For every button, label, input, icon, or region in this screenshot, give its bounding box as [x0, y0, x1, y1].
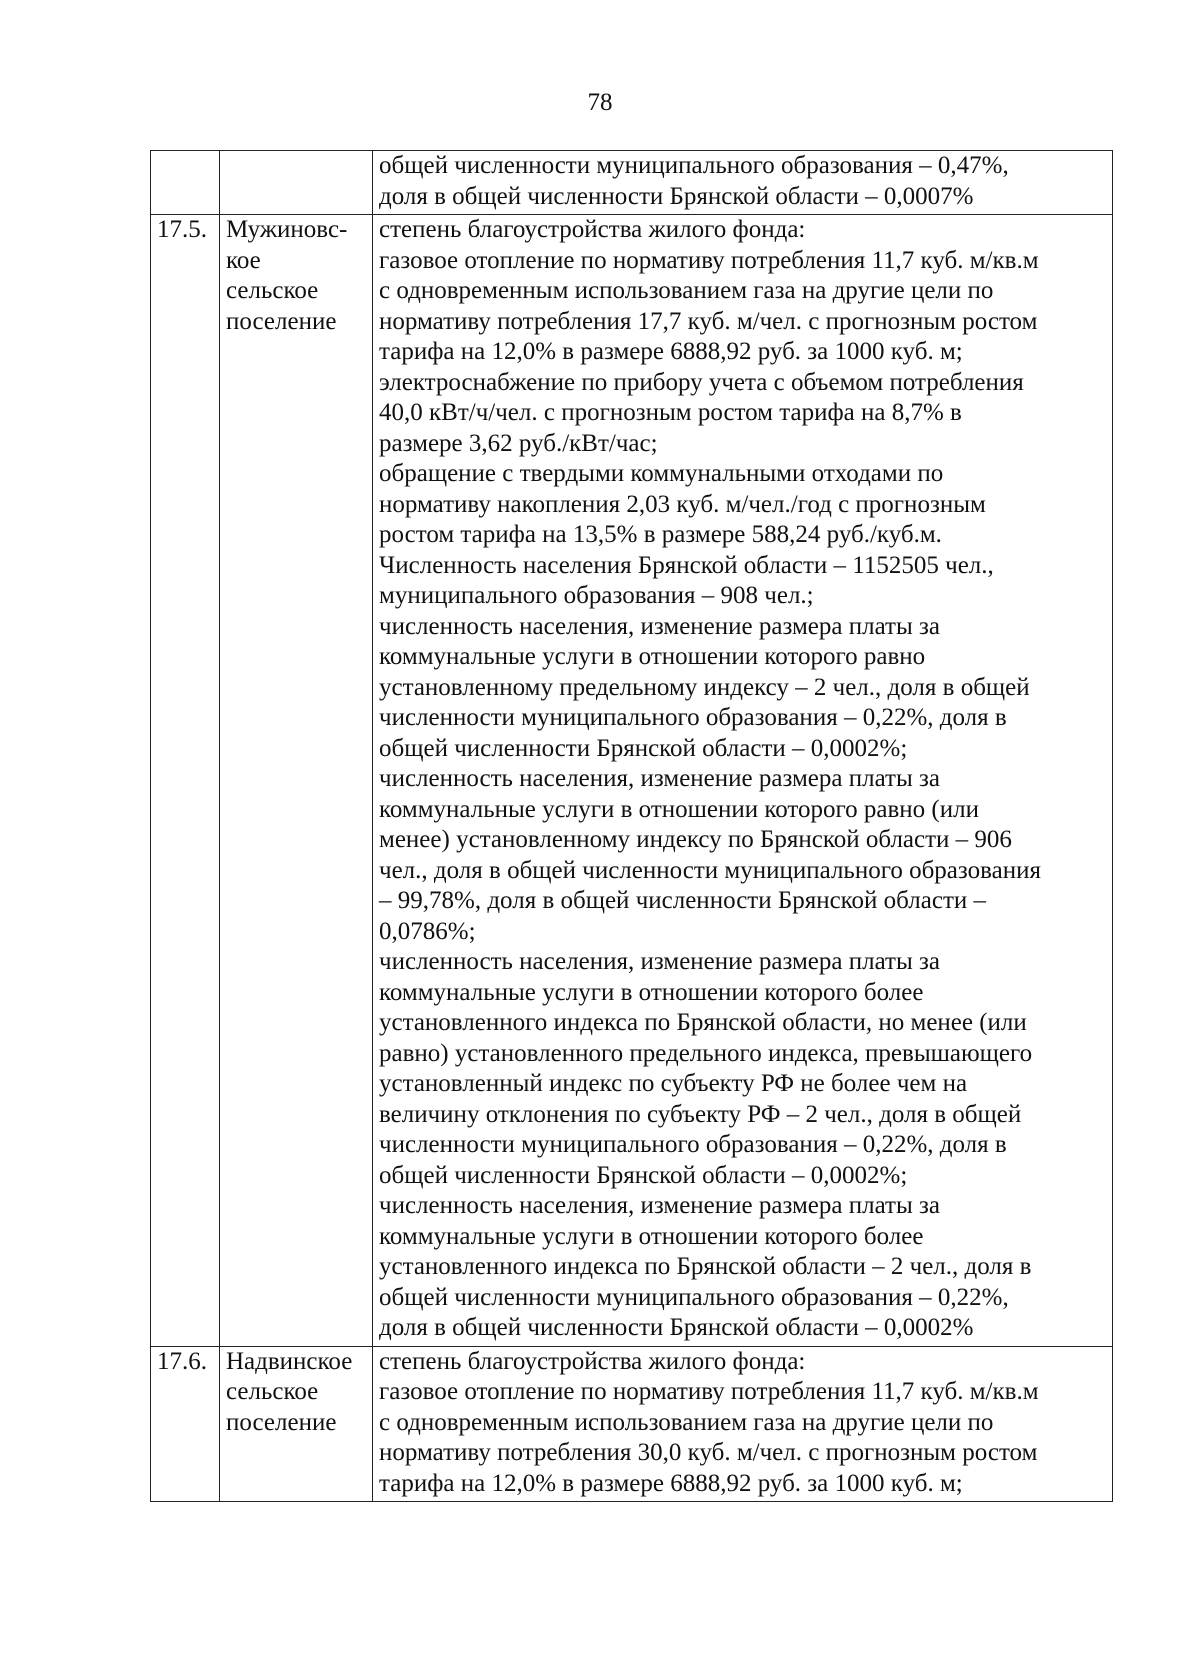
description-line: менее) установленному индексу по Брянской области – 906: [379, 826, 1012, 853]
settlement-name-cell: [220, 1346, 373, 1502]
description-line: газовое отопление по нормативу потребления 11,7 куб. м/кв.м: [379, 246, 1039, 274]
description-line: коммунальные услуги в отношении которого равно (или: [379, 795, 979, 823]
description-line: Численность населения Брянской области – 1152505 чел.,: [379, 551, 994, 579]
description-line: нормативу накопления 2,03 куб. м/чел./год с прогнозным: [379, 490, 986, 518]
description-line: степень благоустройства жилого фонда:: [379, 216, 806, 243]
description-line: общей численности муниципального образования – 0,47%,: [379, 152, 1009, 179]
table-row: [151, 151, 1113, 215]
description-line: доля в общей численности Брянской области – 0,0002%: [379, 1314, 974, 1341]
description-line: установленный индекс по субъекту РФ не более чем на: [379, 1070, 968, 1097]
description-line: размере 3,62 руб./кВт/час;: [379, 429, 658, 457]
settlement-name-cell: [220, 215, 373, 1347]
description-line: 40,0 кВт/ч/чел. с прогнозным ростом тарифа на 8,7% в: [379, 399, 962, 426]
description-line: доля в общей численности Брянской области – 0,0007%: [379, 182, 974, 210]
description-line: обращение с твердыми коммунальными отходами по: [379, 460, 944, 487]
row-number-cell: [151, 151, 220, 215]
page-number: 78: [587, 89, 613, 116]
description-line: с одновременным использованием газа на другие цели по: [379, 277, 994, 304]
table-row: [151, 215, 1113, 1347]
description-line: численность населения, изменение размера платы за: [379, 765, 940, 792]
description-line: численности муниципального образования – 0,22%, доля в: [379, 1131, 1007, 1158]
description-line: величину отклонения по субъекту РФ – 2 чел., доля в общей: [379, 1100, 1022, 1128]
tariff-table: [150, 150, 1113, 1502]
description-line: газовое отопление по нормативу потребления 11,7 куб. м/кв.м: [379, 1378, 1039, 1405]
row-number-cell: [151, 215, 220, 1347]
settlement-name-line: кое: [226, 246, 261, 274]
description-cell: [373, 215, 1113, 1347]
description-line: ростом тарифа на 13,5% в размере 588,24 руб./куб.м.: [379, 521, 942, 548]
settlement-name-line: сельское: [226, 1378, 319, 1405]
table-row: [151, 1346, 1113, 1502]
description-line: степень благоустройства жилого фонда:: [379, 1347, 806, 1375]
settlement-name-cell: [220, 151, 373, 215]
settlement-name-line: Надвинское: [226, 1347, 353, 1375]
description-cell: [373, 151, 1113, 215]
description-line: коммунальные услуги в отношении которого более: [379, 978, 924, 1006]
settlement-name-line: поселение: [226, 307, 337, 335]
description-line: установленного индекса по Брянской области – 2 чел., доля в: [379, 1253, 1032, 1280]
description-line: – 99,78%, доля в общей численности Брянской области –: [379, 887, 986, 914]
description-line: чел., доля в общей численности муниципального образования: [379, 856, 1041, 884]
description-line: нормативу потребления 17,7 куб. м/чел. с прогнозным ростом: [379, 307, 1038, 335]
description-line: установленного индекса по Брянской области, но менее (или: [379, 1009, 1027, 1036]
row-number: 17.6.: [157, 1347, 207, 1375]
description-line: 0,0786%;: [379, 917, 476, 945]
description-line: установленному предельному индексу – 2 чел., доля в общей: [379, 673, 1030, 701]
description-line: муниципального образования – 908 чел.;: [379, 582, 814, 609]
settlement-name-line: поселение: [226, 1408, 337, 1436]
description-cell: [373, 1346, 1113, 1502]
description-line: общей численности Брянской области – 0,0002%;: [379, 1161, 908, 1189]
description-line: с одновременным использованием газа на другие цели по: [379, 1408, 994, 1436]
description-line: нормативу потребления 30,0 куб. м/чел. с прогнозным ростом: [379, 1439, 1038, 1466]
description-line: коммунальные услуги в отношении которого более: [379, 1222, 924, 1250]
description-line: численность населения, изменение размера платы за: [379, 612, 940, 640]
description-line: коммунальные услуги в отношении которого равно: [379, 643, 926, 670]
description-line: равно) установленного предельного индекса, превышающего: [379, 1039, 1033, 1067]
settlement-name-line: Мужиновс-: [226, 216, 348, 243]
description-line: общей численности Брянской области – 0,0002%;: [379, 734, 908, 762]
description-line: численности муниципального образования – 0,22%, доля в: [379, 704, 1007, 731]
description-line: численность населения, изменение размера платы за: [379, 948, 940, 975]
description-line: численность населения, изменение размера платы за: [379, 1192, 940, 1219]
description-line: тарифа на 12,0% в размере 6888,92 руб. за 1000 куб. м;: [379, 338, 963, 365]
settlement-name-line: сельское: [226, 277, 319, 304]
table-body: [151, 151, 1113, 1502]
description-line: тарифа на 12,0% в размере 6888,92 руб. за 1000 куб. м;: [379, 1469, 963, 1497]
description-line: электроснабжение по прибору учета с объемом потребления: [379, 368, 1024, 396]
row-number: 17.5.: [157, 216, 207, 243]
description-line: общей численности муниципального образования – 0,22%,: [379, 1283, 1009, 1311]
row-number-cell: [151, 1346, 220, 1502]
